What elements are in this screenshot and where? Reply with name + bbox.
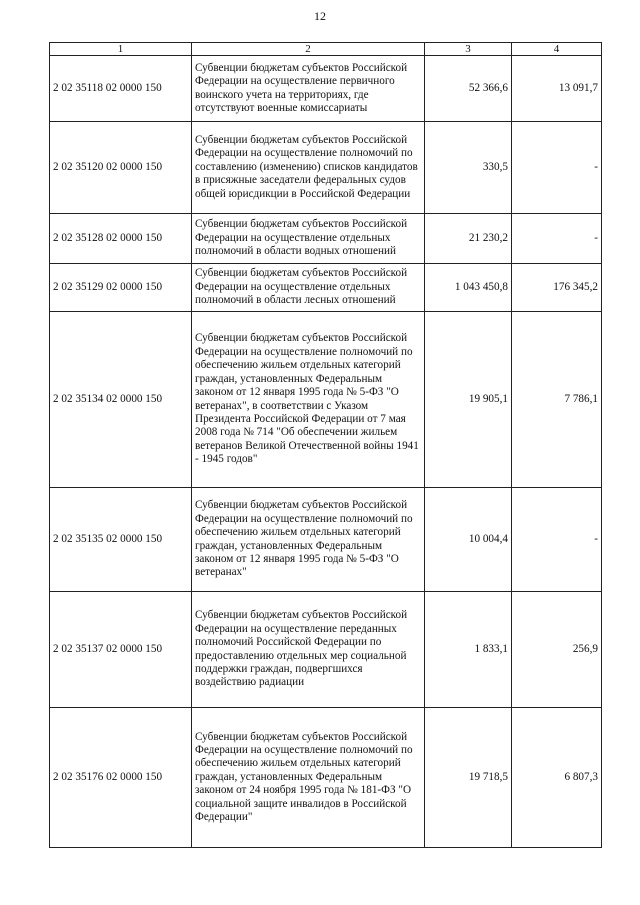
row-description: Субвенции бюджетам субъектов Российской Федерации на осуществление переданных полномочий Российской Федерации по предоставлению отдельных мер социальной поддержки граждан, подвергшихся воздействию радиации [192, 592, 425, 708]
amount-col4: 13 091,7 [512, 56, 602, 122]
amount-col3: 1 043 450,8 [425, 264, 512, 312]
budget-code: 2 02 35118 02 0000 150 [50, 56, 192, 122]
budget-code: 2 02 35120 02 0000 150 [50, 122, 192, 214]
table-row [50, 708, 602, 848]
row-description: Субвенции бюджетам субъектов Российской Федерации на осуществление полномочий по обеспечению жильем отдельных категорий граждан, установленных Федеральным законом от 24 ноября 1995 года № 181-ФЗ "О социальной защите инвалидов в Российской Федерации" [192, 708, 425, 848]
table-row [50, 56, 602, 122]
column-header: 4 [512, 43, 602, 56]
row-description: Субвенции бюджетам субъектов Российской Федерации на осуществление отдельных полномочий в области водных отношений [192, 214, 425, 264]
amount-col4: 7 786,1 [512, 312, 602, 488]
budget-code: 2 02 35128 02 0000 150 [50, 214, 192, 264]
budget-code: 2 02 35176 02 0000 150 [50, 708, 192, 848]
amount-col4: - [512, 214, 602, 264]
budget-code: 2 02 35137 02 0000 150 [50, 592, 192, 708]
amount-col3: 19 718,5 [425, 708, 512, 848]
page-number: 12 [314, 9, 326, 23]
budget-code: 2 02 35129 02 0000 150 [50, 264, 192, 312]
table-row [50, 122, 602, 214]
row-description: Субвенции бюджетам субъектов Российской Федерации на осуществление полномочий по обеспечению жильем отдельных категорий граждан, установленных Федеральным законом от 12 января 1995 года № 5-ФЗ "О ветеранах" [192, 488, 425, 592]
row-description: Субвенции бюджетам субъектов Российской Федерации на осуществление полномочий по составлению (изменению) списков кандидатов в присяжные заседатели федеральных судов общей юрисдикции в Российской Федерации [192, 122, 425, 214]
column-header: 3 [425, 43, 512, 56]
budget-table [49, 42, 602, 848]
amount-col3: 330,5 [425, 122, 512, 214]
row-description: Субвенции бюджетам субъектов Российской Федерации на осуществление полномочий по обеспечению жильем отдельных категорий граждан, установленных Федеральным законом от 12 января 1995 года № 5-ФЗ "О ветеранах", в соответствии с Указом Президента Российской Федерации от 7 мая 2008 года № 714 "Об обеспечении жильем ветеранов Великой Отечественной войны 1941 - 1945 годов" [192, 312, 425, 488]
table-row [50, 592, 602, 708]
column-header: 2 [192, 43, 425, 56]
amount-col4: 256,9 [512, 592, 602, 708]
table-header-row [50, 43, 602, 56]
column-header: 1 [50, 43, 192, 56]
amount-col4: 176 345,2 [512, 264, 602, 312]
table-row [50, 488, 602, 592]
amount-col4: - [512, 488, 602, 592]
amount-col3: 10 004,4 [425, 488, 512, 592]
amount-col3: 1 833,1 [425, 592, 512, 708]
row-description: Субвенции бюджетам субъектов Российской Федерации на осуществление отдельных полномочий в области лесных отношений [192, 264, 425, 312]
budget-code: 2 02 35135 02 0000 150 [50, 488, 192, 592]
table-row [50, 312, 602, 488]
amount-col3: 19 905,1 [425, 312, 512, 488]
amount-col4: - [512, 122, 602, 214]
amount-col4: 6 807,3 [512, 708, 602, 848]
budget-code: 2 02 35134 02 0000 150 [50, 312, 192, 488]
amount-col3: 21 230,2 [425, 214, 512, 264]
amount-col3: 52 366,6 [425, 56, 512, 122]
table-row [50, 214, 602, 264]
table-row [50, 264, 602, 312]
row-description: Субвенции бюджетам субъектов Российской Федерации на осуществление первичного воинского учета на территориях, где отсутствуют военные комиссариаты [192, 56, 425, 122]
